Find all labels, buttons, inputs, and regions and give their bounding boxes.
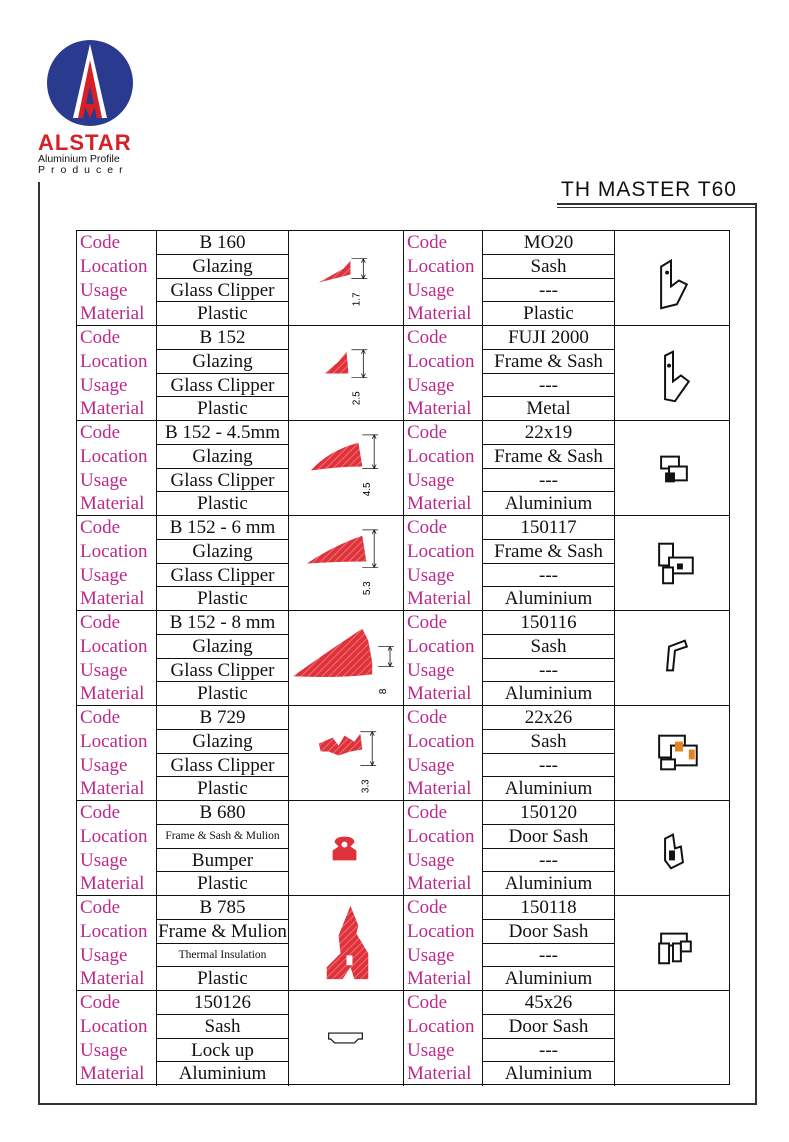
left-location: Glazing — [157, 635, 288, 659]
corner-connector-icon — [615, 421, 729, 515]
label-code: Code — [80, 707, 121, 728]
right-location: Sash — [483, 635, 614, 659]
left-code: B 152 — [157, 326, 288, 350]
label-location: Location — [407, 825, 475, 847]
left-labels — [77, 421, 157, 515]
label-material: Material — [407, 968, 472, 990]
left-material: Plastic — [197, 968, 248, 990]
label-code: Code — [407, 992, 448, 1013]
label-location: Location — [80, 445, 148, 467]
right-location: Door Sash — [483, 920, 614, 944]
label-usage: Usage — [407, 849, 455, 871]
left-profile-drawing — [289, 326, 404, 420]
left-profile-drawing — [289, 231, 404, 325]
product-table — [76, 230, 730, 1085]
label-material: Material — [407, 493, 472, 515]
left-usage: Glass Clipper — [157, 374, 288, 398]
left-values — [157, 991, 289, 1086]
dimension-label: 4.5 — [362, 482, 374, 497]
left-material: Plastic — [197, 873, 248, 895]
label-code: Code — [80, 232, 121, 253]
left-usage: Glass Clipper — [157, 659, 288, 683]
right-material: Aluminium — [504, 588, 593, 610]
left-location: Glazing — [157, 350, 288, 374]
label-code: Code — [407, 802, 448, 823]
label-location: Location — [407, 1015, 475, 1037]
label-code: Code — [80, 802, 121, 823]
frame-right-border — [755, 203, 757, 1105]
right-labels — [404, 611, 483, 705]
gasket-profile-icon — [289, 421, 403, 515]
right-usage: --- — [483, 469, 614, 493]
corner-connector-icon — [615, 706, 729, 800]
label-material: Material — [407, 588, 472, 610]
right-code: FUJI 2000 — [483, 326, 614, 350]
left-material: Plastic — [197, 303, 248, 325]
right-material: Aluminium — [504, 1063, 593, 1085]
right-code: MO20 — [483, 231, 614, 255]
right-code: 45x26 — [483, 991, 614, 1015]
corner-connector-icon — [615, 801, 729, 895]
left-labels — [77, 611, 157, 705]
label-location: Location — [80, 730, 148, 752]
left-values — [157, 896, 289, 990]
label-location: Location — [80, 825, 148, 847]
label-material: Material — [80, 493, 145, 515]
label-code: Code — [407, 232, 448, 253]
page-title: TH MASTER T60 — [561, 178, 737, 201]
right-usage: --- — [483, 374, 614, 398]
gasket-profile-icon — [289, 991, 403, 1086]
left-location: Glazing — [157, 445, 288, 469]
label-location: Location — [407, 255, 475, 277]
label-material: Material — [407, 303, 472, 325]
label-code: Code — [80, 422, 121, 443]
right-code: 150116 — [483, 611, 614, 635]
corner-connector-icon — [615, 611, 729, 705]
left-profile-drawing — [289, 421, 404, 515]
left-code: 150126 — [157, 991, 288, 1015]
left-location: Glazing — [157, 255, 288, 279]
label-usage: Usage — [80, 849, 128, 871]
label-usage: Usage — [80, 279, 128, 301]
corner-connector-icon — [615, 326, 729, 420]
right-material: Aluminium — [504, 968, 593, 990]
corner-connector-icon — [615, 896, 729, 990]
gasket-profile-icon — [289, 326, 403, 420]
table-row — [77, 801, 729, 896]
left-labels — [77, 896, 157, 990]
right-part-drawing — [615, 516, 729, 610]
label-material: Material — [407, 873, 472, 895]
label-usage: Usage — [80, 754, 128, 776]
label-usage: Usage — [407, 754, 455, 776]
gasket-profile-icon — [289, 706, 403, 800]
left-material: Plastic — [197, 683, 248, 705]
left-labels — [77, 516, 157, 610]
gasket-profile-icon — [289, 516, 403, 610]
label-location: Location — [407, 540, 475, 562]
left-usage: Glass Clipper — [157, 469, 288, 493]
label-material: Material — [407, 398, 472, 420]
corner-connector-icon — [615, 991, 729, 1086]
label-usage: Usage — [407, 279, 455, 301]
right-part-drawing — [615, 896, 729, 990]
title-underline — [557, 203, 757, 205]
right-part-drawing — [615, 991, 729, 1086]
left-profile-drawing — [289, 991, 404, 1086]
right-code: 150118 — [483, 896, 614, 920]
label-location: Location — [407, 350, 475, 372]
label-material: Material — [407, 778, 472, 800]
left-location: Frame & Mulion — [158, 920, 287, 942]
left-profile-drawing — [289, 706, 404, 800]
right-material: Aluminium — [504, 778, 593, 800]
right-location: Sash — [483, 255, 614, 279]
left-usage: Glass Clipper — [157, 279, 288, 303]
right-usage: --- — [483, 944, 614, 968]
corner-connector-icon — [615, 516, 729, 610]
label-code: Code — [407, 612, 448, 633]
left-material: Plastic — [197, 588, 248, 610]
label-code: Code — [407, 422, 448, 443]
right-material: Aluminium — [504, 683, 593, 705]
frame-left-border — [38, 182, 40, 1103]
label-location: Location — [80, 1015, 148, 1037]
left-material: Plastic — [197, 398, 248, 420]
alstar-logo-icon — [45, 38, 135, 128]
label-material: Material — [80, 588, 145, 610]
right-location: Frame & Sash — [483, 540, 614, 564]
label-location: Location — [80, 920, 148, 942]
right-material: Aluminium — [504, 873, 593, 895]
table-row — [77, 896, 729, 991]
label-material: Material — [80, 303, 145, 325]
left-code: B 729 — [157, 706, 288, 730]
left-profile-drawing — [289, 611, 404, 705]
label-location: Location — [80, 635, 148, 657]
gasket-profile-icon — [289, 896, 403, 990]
right-part-drawing — [615, 801, 729, 895]
left-location: Sash — [157, 1015, 288, 1039]
left-material: Aluminium — [178, 1063, 267, 1085]
right-labels — [404, 706, 483, 800]
table-row — [77, 611, 729, 706]
corner-connector-icon — [615, 231, 729, 325]
right-labels — [404, 801, 483, 895]
left-labels — [77, 231, 157, 325]
left-code: B 152 - 4.5mm — [157, 421, 288, 445]
label-material: Material — [80, 683, 145, 705]
label-material: Material — [80, 778, 145, 800]
right-code: 150117 — [483, 516, 614, 540]
right-labels — [404, 326, 483, 420]
brand-name: ALSTAR — [38, 130, 132, 155]
left-values — [157, 421, 289, 515]
left-usage: Lock up — [157, 1039, 288, 1063]
label-code: Code — [80, 517, 121, 538]
left-values — [157, 326, 289, 420]
left-labels — [77, 706, 157, 800]
left-labels — [77, 801, 157, 895]
right-part-drawing — [615, 231, 729, 325]
right-labels — [404, 991, 483, 1086]
label-usage: Usage — [407, 469, 455, 491]
label-usage: Usage — [407, 564, 455, 586]
table-row — [77, 326, 729, 421]
label-usage: Usage — [407, 659, 455, 681]
table-row — [77, 991, 729, 1086]
label-usage: Usage — [80, 944, 128, 966]
left-location: Glazing — [157, 540, 288, 564]
table-row — [77, 421, 729, 516]
right-part-drawing — [615, 326, 729, 420]
label-code: Code — [407, 897, 448, 918]
right-values — [483, 801, 615, 895]
dimension-label: 2.5 — [351, 391, 363, 406]
right-location: Door Sash — [483, 825, 614, 849]
left-values — [157, 706, 289, 800]
right-usage: --- — [483, 754, 614, 778]
label-usage: Usage — [407, 1039, 455, 1061]
right-values — [483, 991, 615, 1086]
dimension-label: 3.3 — [360, 779, 372, 794]
gasket-profile-icon — [289, 801, 403, 895]
left-values — [157, 611, 289, 705]
right-code: 22x19 — [483, 421, 614, 445]
right-material: Metal — [526, 398, 571, 420]
right-labels — [404, 516, 483, 610]
label-material: Material — [80, 968, 145, 990]
left-code: B 785 — [157, 896, 288, 920]
label-code: Code — [80, 327, 121, 348]
table-row — [77, 706, 729, 801]
brand-block — [38, 132, 148, 176]
right-location: Frame & Sash — [483, 445, 614, 469]
dimension-label: 1.7 — [351, 292, 363, 307]
label-usage: Usage — [80, 659, 128, 681]
label-usage: Usage — [80, 374, 128, 396]
label-code: Code — [80, 612, 121, 633]
left-values — [157, 801, 289, 895]
left-material: Plastic — [197, 493, 248, 515]
left-profile-drawing — [289, 516, 404, 610]
label-code: Code — [80, 992, 121, 1013]
left-code: B 160 — [157, 231, 288, 255]
left-labels — [77, 991, 157, 1086]
right-usage: --- — [483, 849, 614, 873]
label-location: Location — [80, 350, 148, 372]
right-location: Door Sash — [483, 1015, 614, 1039]
brand-tagline-1: Aluminium Profile — [38, 153, 120, 165]
left-values — [157, 231, 289, 325]
right-labels — [404, 231, 483, 325]
label-code: Code — [80, 897, 121, 918]
title-underline-thin — [557, 207, 757, 208]
label-code: Code — [407, 707, 448, 728]
right-usage: --- — [483, 1039, 614, 1063]
gasket-profile-icon — [289, 231, 403, 325]
label-location: Location — [407, 730, 475, 752]
left-usage: Bumper — [157, 849, 288, 873]
right-labels — [404, 896, 483, 990]
left-labels — [77, 326, 157, 420]
left-usage: Glass Clipper — [157, 564, 288, 588]
label-usage: Usage — [407, 944, 455, 966]
right-material: Aluminium — [504, 493, 593, 515]
table-row — [77, 231, 729, 326]
right-usage: --- — [483, 564, 614, 588]
label-material: Material — [407, 683, 472, 705]
right-usage: --- — [483, 659, 614, 683]
left-usage: Glass Clipper — [157, 754, 288, 778]
right-location: Sash — [483, 730, 614, 754]
left-profile-drawing — [289, 896, 404, 990]
right-part-drawing — [615, 421, 729, 515]
label-material: Material — [80, 1063, 145, 1085]
right-code: 150120 — [483, 801, 614, 825]
left-code: B 680 — [157, 801, 288, 825]
frame-bottom-border — [38, 1103, 757, 1105]
right-values — [483, 231, 615, 325]
left-values — [157, 516, 289, 610]
left-location: Glazing — [157, 730, 288, 754]
right-values — [483, 611, 615, 705]
left-code: B 152 - 8 mm — [157, 611, 288, 635]
alstar-logo — [37, 38, 142, 128]
right-values — [483, 516, 615, 610]
right-usage: --- — [483, 279, 614, 303]
label-material: Material — [80, 398, 145, 420]
right-part-drawing — [615, 611, 729, 705]
left-material: Plastic — [197, 778, 248, 800]
right-values — [483, 896, 615, 990]
label-location: Location — [80, 255, 148, 277]
label-material: Material — [407, 1063, 472, 1085]
left-location: Frame & Sash & Mulion — [157, 825, 288, 849]
label-location: Location — [80, 540, 148, 562]
left-profile-drawing — [289, 801, 404, 895]
label-material: Material — [80, 873, 145, 895]
label-location: Location — [407, 920, 475, 942]
left-code: B 152 - 6 mm — [157, 516, 288, 540]
right-material: Plastic — [523, 303, 574, 325]
label-usage: Usage — [80, 1039, 128, 1061]
right-labels — [404, 421, 483, 515]
label-code: Code — [407, 327, 448, 348]
right-part-drawing — [615, 706, 729, 800]
label-location: Location — [407, 445, 475, 467]
label-usage: Usage — [407, 374, 455, 396]
label-usage: Usage — [80, 564, 128, 586]
right-values — [483, 421, 615, 515]
right-code: 22x26 — [483, 706, 614, 730]
label-usage: Usage — [80, 469, 128, 491]
gasket-profile-icon — [289, 611, 403, 705]
dimension-label: 8 — [378, 688, 390, 695]
label-location: Location — [407, 635, 475, 657]
label-code: Code — [407, 517, 448, 538]
right-location: Frame & Sash — [483, 350, 614, 374]
left-usage: Thermal Insulation — [157, 944, 288, 968]
brand-tagline-2: Producer — [38, 164, 129, 176]
dimension-label: 5.3 — [362, 581, 374, 596]
right-values — [483, 326, 615, 420]
right-values — [483, 706, 615, 800]
table-row — [77, 516, 729, 611]
